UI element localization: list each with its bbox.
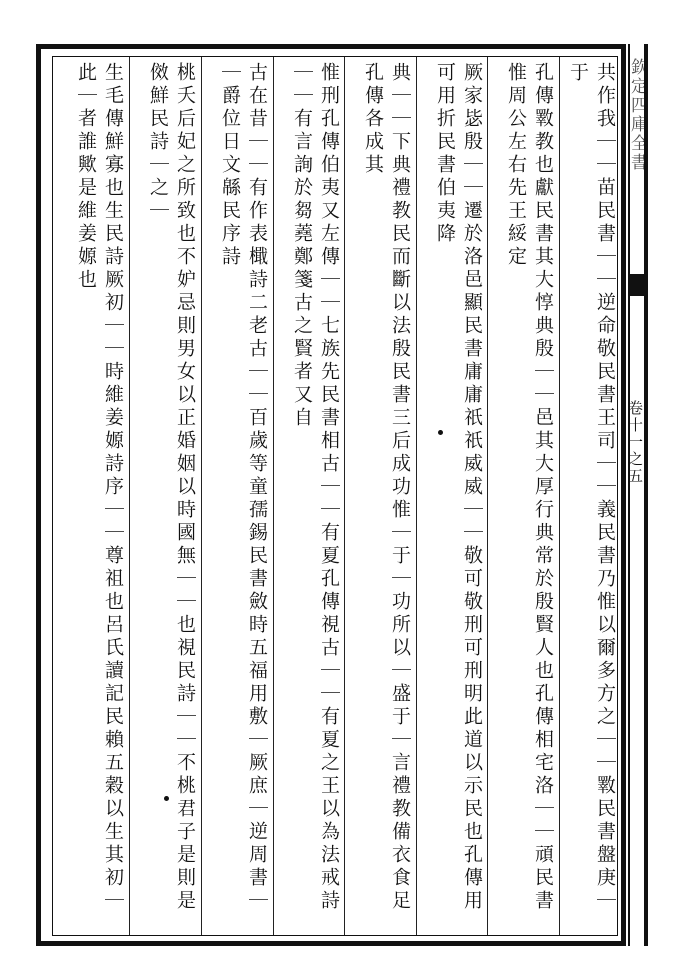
column-text: 共作我｜｜苗民書｜｜逆命敬民書王司｜｜義民書乃惟以爾多方之｜｜斁民書盤庚｜于	[567, 62, 616, 913]
text-column-1	[562, 62, 618, 930]
column-text: 生毛傳鮮寡也生民詩厥初｜｜時維姜嫄詩序｜｜尊祖也呂氏讀記民賴五穀以生其初｜此｜者誰歟是維姜嫄也	[75, 62, 124, 913]
margin-book-title: 欽定四庫全書	[627, 58, 647, 172]
column-rule	[273, 57, 274, 935]
column-rule	[559, 57, 560, 935]
punctuation-dot	[438, 430, 443, 435]
column-rule	[416, 57, 417, 935]
text-column-3	[419, 62, 485, 930]
column-rule	[344, 57, 345, 935]
text-column-8	[56, 62, 126, 930]
column-text: 古在昔｜｜有作表檝詩二老古｜｜百歲等童孺錫民書斂時五福用敷｜厥庶｜逆周書｜｜爵位日文緜民序詩	[219, 62, 268, 913]
column-rule	[129, 57, 130, 935]
text-column-2	[490, 62, 556, 930]
text-column-5	[276, 62, 342, 930]
column-rule	[487, 57, 488, 935]
column-text: 厥家毖殷｜｜遷於洛邑顯民書庸庸祇祇威威｜｜敬可敬刑可刑明此道以示民也孔傳用可用折民書伯夷降	[434, 62, 483, 913]
margin-volume-number: 卷十一之五	[626, 400, 644, 485]
text-column-6	[204, 62, 270, 930]
column-text: 桃夭后妃之所致也不妒忌則男女以正婚姻以時國無｜｜也視民詩｜｜不桃君子是則是傚鮮民詩｜之｜	[147, 62, 196, 913]
column-text: 孔傳斁教也獻民書其大惇典殷｜｜邑其大厚行典常於殷賢人也孔傳相宅洛｜｜頑民書惟周公左右先王綏定	[505, 62, 554, 913]
column-text: 典｜｜下典禮教民而斷以法殷民書三后成功惟｜于｜功所以｜盛于｜言禮教備衣食足孔傳各成其	[362, 62, 411, 913]
punctuation-dot	[164, 796, 169, 801]
text-column-4	[347, 62, 413, 930]
column-text: 惟刑孔傳伯夷又左傳｜｜七族先民書相古｜｜有夏孔傳視古｜｜有夏之王以為法戒詩｜｜有言詢於芻蕘鄭箋古之賢者又自	[291, 62, 340, 913]
column-rule	[201, 57, 202, 935]
